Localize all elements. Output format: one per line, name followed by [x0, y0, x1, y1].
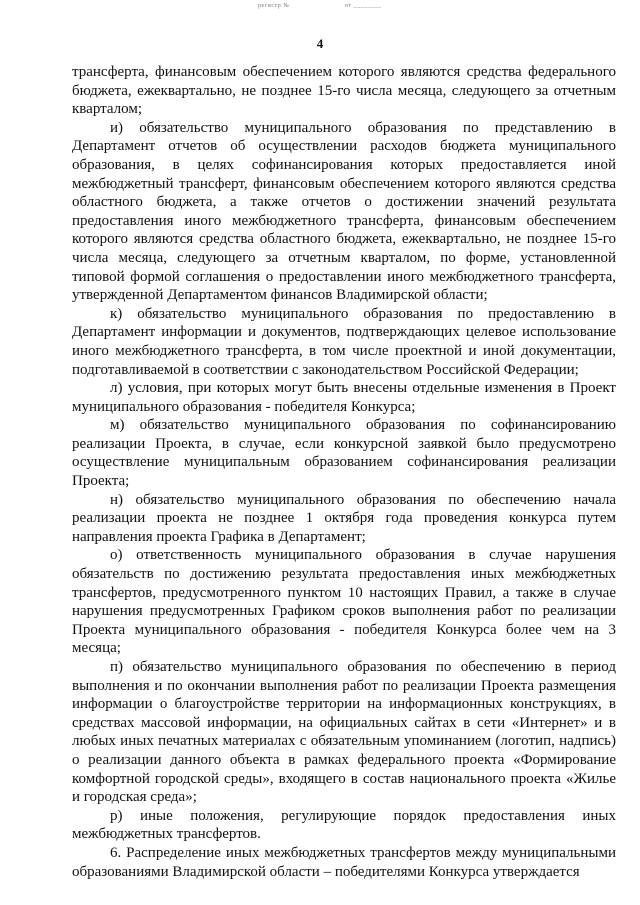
header-mark-right: от ________ — [345, 3, 382, 9]
paragraph-item-k: к) обязательство муниципального образования по предоставлению в Департамент информации и документов, подтверждающих целевое использование иного межбюджетного трансферта, в том числе проектной и иной документации, подготавливаемой в соответствии с законодательством Российской Федерации; — [72, 305, 616, 378]
paragraph-item-p: п) обязательство муниципального образования по обеспечению в период выполнения и по окончании выполнения работ по реализации Проекта размещения информации о благоустройстве территории на информационных конструкциях, в средствах массовой информации, на официальных сайтах в сети «Интернет» и в любых иных печатных материалах с обязательным упоминанием (логотип, надпись) о реализации данного объекта в рамках федерального проекта «Формирование комфортной городской среды», входящего в состав национального проекта «Жилье и городская среда»; — [72, 659, 616, 806]
paragraph-item-m: м) обязательство муниципального образования по софинансированию реализации Проекта, в случае, если конкурсной заявкой было предусмотрено осуществление муниципальным образованием софинансирования реализации Проекта; — [72, 417, 616, 490]
page-number: 4 — [316, 36, 324, 51]
paragraph: трансферта, финансовым обеспечением которого являются средства федерального бюджета, ежеквартально, не позднее 15-го числа месяца, следующего за отчетным кварталом; — [72, 64, 616, 118]
paragraph-item-n: н) обязательство муниципального образования по обеспечению начала реализации проекта не позднее 1 октября года проведения конкурса путем направления проекта Графика в Департамент; — [72, 491, 616, 545]
paragraph-item-l: л) условия, при которых могут быть внесены отдельные изменения в Проект муниципального образования - победителя Конкурса; — [72, 380, 616, 415]
header-mark-left: регистр № — [258, 3, 290, 9]
paragraph-item-i: и) обязательство муниципального образования по представлению в Департамент отчетов об осуществлении расходов бюджета муниципального образования, в целях софинансирования которых предоставляется иной межбюджетный трансферт, финансовым обеспечением которого являются средства областного бюджета, а также отчетов о достижении значений результата предоставления иного межбюджетного трансферта, финансовым обеспечением которого являются средства областного бюджета, ежеквартально, не позднее 15-го числа месяца, следующего за отчетным кварталом, по форме, установленной типовой формой соглашения о предоставлении иного межбюджетного трансферта, утвержденной Департаментом финансов Владимирской области; — [72, 119, 616, 304]
paragraph-item-o: о) ответственность муниципального образования в случае нарушения обязательств по достижению результата предоставления иных межбюджетных трансфертов, предусмотренного пунктом 10 настоящих Правил, а также в случае нарушения предусмотренных Графиком сроков выполнения работ по реализации Проекта муниципального образования - победителя Конкурса более чем на 3 месяца; — [72, 547, 616, 657]
paragraph-section-6: 6. Распределение иных межбюджетных трансфертов между муниципальными образованиями Владимирской области – победителями Конкурса утверждается — [72, 844, 616, 880]
document-body — [72, 63, 616, 881]
paragraph-item-r: р) иные положения, регулирующие порядок предоставления иных межбюджетных трансфертов. — [72, 807, 616, 843]
